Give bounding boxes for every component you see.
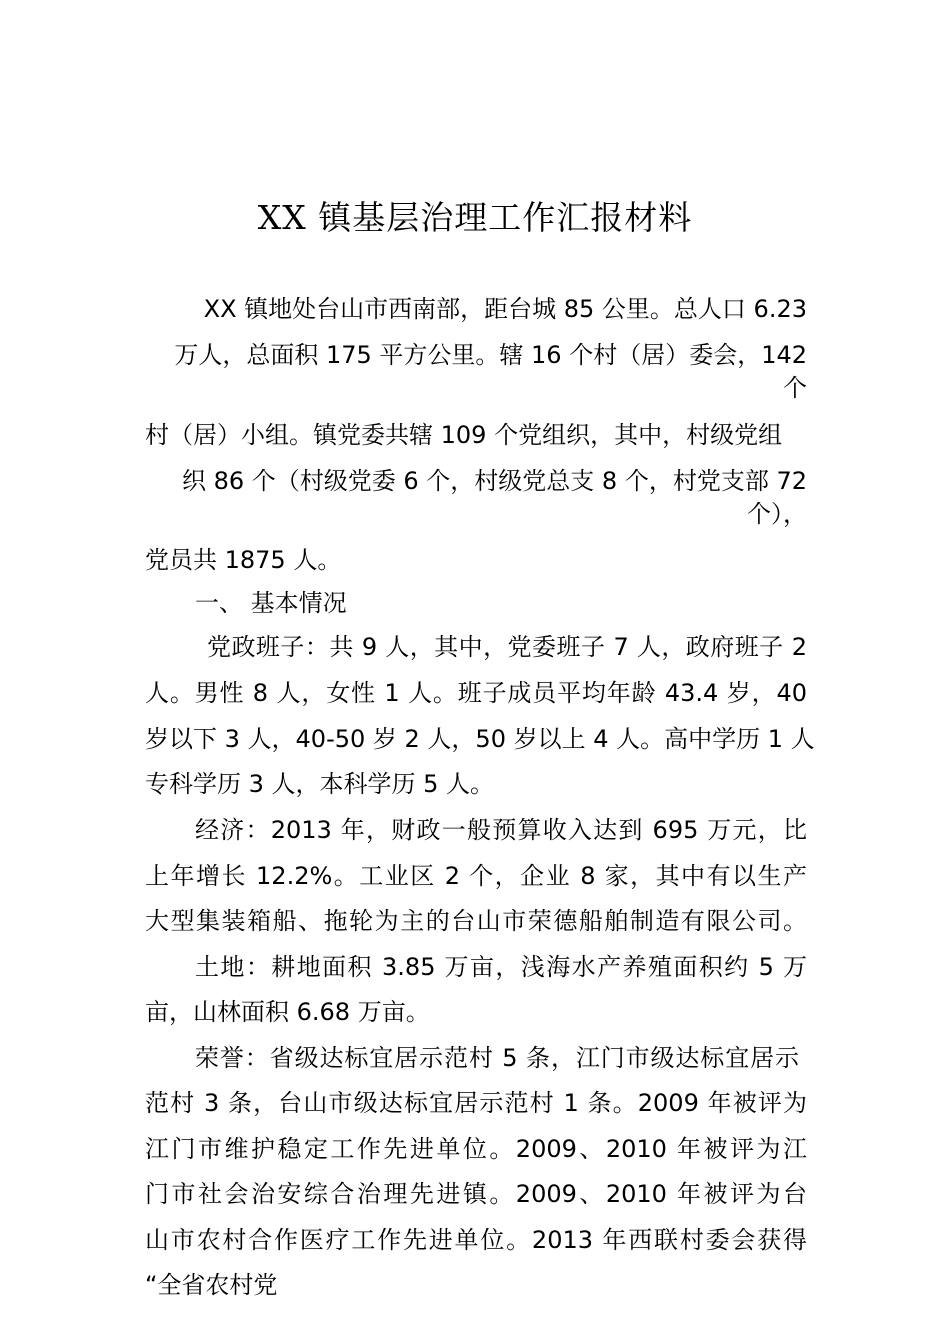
paragraph-line: 范村 3 条，台山市级达标宜居示范村 1 条。2009 年被评为 [145,1089,807,1117]
section-heading: 一、 基本情况 [195,589,347,617]
paragraph-line: 上年增长 12.2%。工业区 2 个，企业 8 家，其中有以生产 [145,862,807,890]
document-title: XX 镇基层治理工作汇报材料 [257,198,693,237]
paragraph-line: 万人，总面积 175 平方公里。辖 16 个村（居）委会，142 [174,341,807,369]
paragraph-line: 人。男性 8 人，女性 1 人。班子成员平均年龄 43.4 岁，40 [145,679,807,707]
paragraph-line: 江门市维护稳定工作先进单位。2009、2010 年被评为江 [145,1135,807,1163]
paragraph-line: 土地：耕地面积 3.85 万亩，浅海水产养殖面积约 5 万 [195,953,807,981]
paragraph-line: 亩，山林面积 6.68 万亩。 [145,998,430,1026]
paragraph-line: 岁以下 3 人，40-50 岁 2 人，50 岁以上 4 人。高中学历 1 人 [145,725,815,753]
paragraph-line: 村（居）小组。镇党委共辖 109 个党组织，其中，村级党组 [145,421,783,449]
paragraph-line: 党员共 1875 人。 [145,546,342,574]
paragraph-line: 经济：2013 年，财政一般预算收入达到 695 万元，比 [195,816,807,844]
paragraph-line: 个 [783,374,807,402]
paragraph-line: 山市农村合作医疗工作先进单位。2013 年西联村委会获得 [145,1226,807,1254]
paragraph-line: 专科学历 3 人，本科学历 5 人。 [145,770,495,798]
paragraph-line: XX 镇地处台山市西南部，距台城 85 公里。总人口 6.23 [203,295,807,323]
paragraph-line: 织 86 个（村级党委 6 个，村级党总支 8 个，村党支部 72 [181,467,807,495]
paragraph-line: 荣誉：省级达标宜居示范村 5 条，江门市级达标宜居示 [195,1044,799,1072]
paragraph-line: 个）， [747,500,807,528]
paragraph-line: 党政班子：共 9 人，其中，党委班子 7 人，政府班子 2 [207,633,807,661]
paragraph-line: 大型集装箱船、拖轮为主的台山市荣德船舶制造有限公司。 [145,907,807,935]
paragraph-line: “全省农村党 [145,1271,278,1299]
paragraph-line: 门市社会治安综合治理先进镇。2009、2010 年被评为台 [145,1180,807,1208]
